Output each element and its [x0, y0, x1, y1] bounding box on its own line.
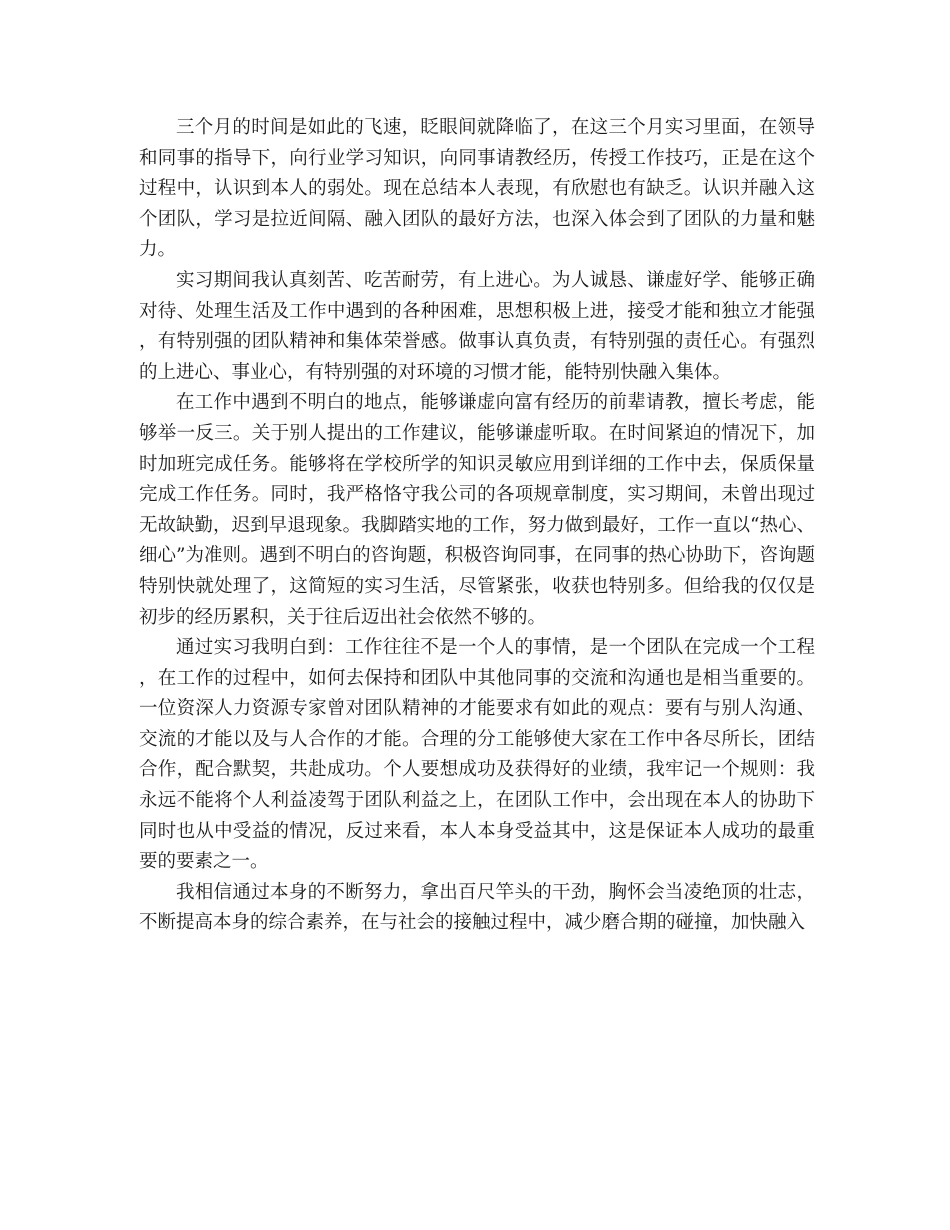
paragraph-4: 通过实习我明白到：工作往往不是一个人的事情，是一个团队在完成一个工程，在工作的过程中，如何去保持和团队中其他同事的交流和沟通也是相当重要的。一位资深人力资源专家曾对团队精神的才能要求有如此的观点：要有与别人沟通、交流的才能以及与人合作的才能。合理的分工能够使大家在工作中各尽所长，团结合作，配合默契，共赴成功。个人要想成功及获得好的业绩，我牢记一个规则：我永远不能将个人利益凌驾于团队利益之上，在团队工作中，会出现在本人的协助下同时也从中受益的情况，反过来看，本人本身受益其中，这是保证本人成功的最重要的要素之一。: [139, 637, 815, 873]
paragraph-2: 实习期间我认真刻苦、吃苦耐劳，有上进心。为人诚恳、谦虚好学、能够正确对待、处理生活及工作中遇到的各种困难，思想积极上进，接受才能和独立才能强，有特别强的团队精神和集体荣誉感。做事认真负责，有特别强的责任心。有强烈的上进心、事业心，有特别强的对环境的习惯才能，能特别快融入集体。: [139, 269, 815, 383]
paragraph-1: 三个月的时间是如此的飞速，眨眼间就降临了，在这三个月实习里面，在领导和同事的指导下，向行业学习知识，向同事请教经历，传授工作技巧，正是在这个过程中，认识到本人的弱处。现在总结本人表现，有欣慰也有缺乏。认识并融入这个团队，学习是拉近间隔、融入团队的最好方法，也深入体会到了团队的力量和魅力。: [139, 117, 815, 261]
paragraph-5: 我相信通过本身的不断努力，拿出百尺竿头的干劲，胸怀会当凌绝顶的壮志，不断提高本身的综合素养，在与社会的接触过程中，减少磨合期的碰撞，加快融入: [139, 881, 815, 934]
document-body: [139, 113, 815, 939]
paragraph-3: 在工作中遇到不明白的地点，能够谦虚向富有经历的前辈请教，擅长考虑，能够举一反三。关于别人提出的工作建议，能够谦虚听取。在时间紧迫的情况下，加时加班完成任务。能够将在学校所学的知识灵敏应用到详细的工作中去，保质保量完成工作任务。同时，我严格恪守我公司的各项规章制度，实习期间，未曾出现过无故缺勤，迟到早退现象。我脚踏实地的工作，努力做到最好，工作一直以“热心、细心”为准则。遇到不明白的咨询题，积极咨询同事，在同事的热心协助下，咨询题特别快就处理了，这简短的实习生活，尽管紧张，收获也特别多。但给我的仅仅是初步的经历累积，关于往后迈出社会依然不够的。: [139, 392, 815, 628]
